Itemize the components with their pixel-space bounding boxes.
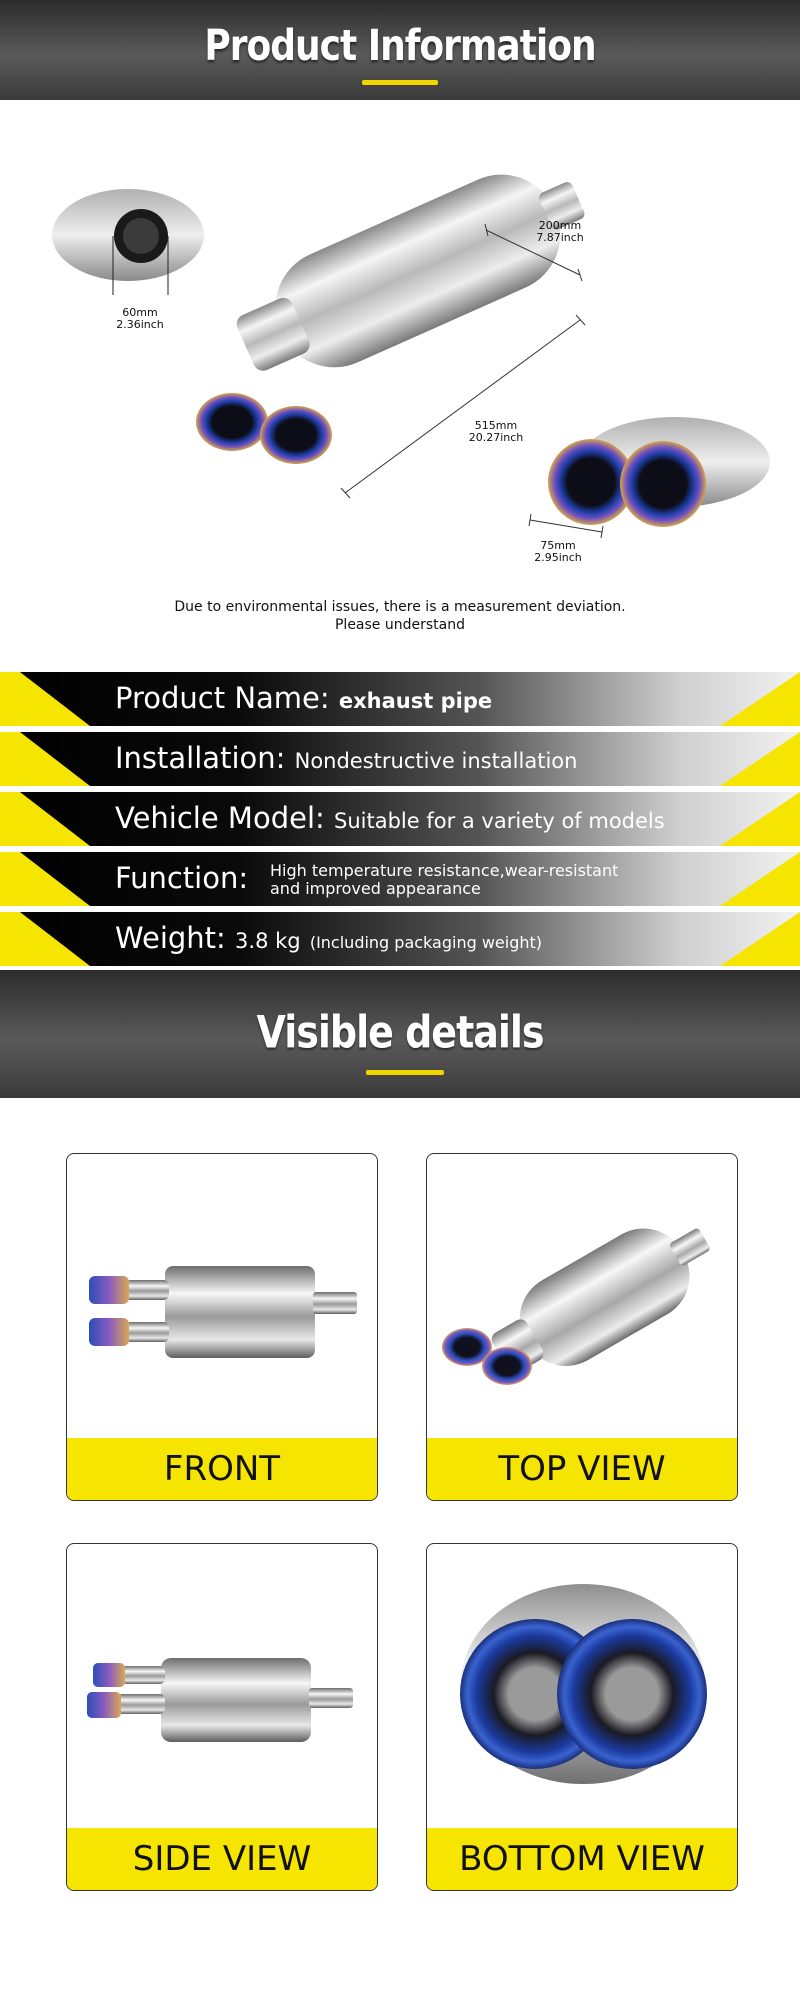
width-inch: 7.87inch [536, 231, 584, 244]
detail-card-side-view [66, 1543, 378, 1891]
yellow-stripe-left [0, 852, 90, 906]
spec-row-vehicle-model [0, 792, 800, 846]
inlet-inch: 2.36inch [116, 318, 164, 331]
yellow-stripe-right [710, 732, 800, 786]
yellow-stripe-right [710, 852, 800, 906]
width-dimension [522, 220, 598, 244]
muffler-body [222, 145, 603, 401]
inlet-dimension [104, 307, 176, 331]
detail-card-bottom-view [426, 1543, 738, 1891]
spec-value: exhaust pipe [338, 689, 493, 713]
spec-value [270, 862, 618, 898]
yellow-stripe-left [0, 672, 90, 726]
side-view-image [67, 1544, 378, 1830]
length-inch: 20.27inch [468, 431, 524, 444]
spec-row-installation [0, 732, 800, 786]
note-line-2: Please understand [334, 617, 465, 633]
outlet-dimension [522, 540, 594, 564]
front-view-image [67, 1154, 378, 1440]
product-diagram [0, 100, 800, 660]
visible-details-title: Visible details [256, 1006, 544, 1058]
measurement-note [0, 598, 800, 634]
yellow-stripe-left [0, 792, 90, 846]
card-caption: FRONT [67, 1438, 377, 1500]
banner-underline [362, 80, 438, 85]
spec-label [115, 681, 492, 715]
spec-label [115, 801, 665, 835]
spec-label-text: Weight: [115, 921, 226, 955]
yellow-stripe-left [0, 912, 90, 966]
spec-value: Nondestructive installation [294, 749, 578, 773]
detail-card-top-view [426, 1153, 738, 1501]
yellow-stripe-right [710, 912, 800, 966]
spec-row-function [0, 852, 800, 906]
card-caption: SIDE VIEW [67, 1828, 377, 1890]
exhaust-diagram-image [0, 100, 800, 660]
top-view-image [427, 1154, 738, 1440]
spec-row-weight [0, 912, 800, 966]
card-caption: TOP VIEW [427, 1438, 737, 1500]
yellow-stripe-right [710, 672, 800, 726]
spec-label-text: Product Name: [115, 681, 330, 715]
product-info-title: Product Information [204, 22, 596, 71]
yellow-stripe-right [710, 792, 800, 846]
spec-label [115, 741, 577, 775]
product-info-banner [0, 0, 800, 100]
tip-left [196, 393, 268, 451]
banner-underline [366, 1070, 444, 1075]
detail-card-front [66, 1153, 378, 1501]
spec-value: 3.8 kg [235, 929, 301, 953]
tip-right [260, 406, 332, 464]
bottom-view-image [427, 1544, 738, 1830]
inlet-mm: 60mm [122, 306, 158, 319]
spec-label-text: Installation: [115, 741, 286, 775]
spec-value-note: (Including packaging weight) [309, 933, 543, 952]
length-dimension [458, 420, 534, 444]
card-caption: BOTTOM VIEW [427, 1828, 737, 1890]
length-mm: 515mm [474, 419, 518, 432]
visible-details-banner [0, 970, 800, 1098]
spec-row-product-name [0, 672, 800, 726]
spec-value-line-1: High temperature resistance,wear-resistant [270, 861, 619, 880]
spec-value: Suitable for a variety of models [334, 809, 665, 833]
spec-label-text: Vehicle Model: [115, 801, 325, 835]
outlet-inch: 2.95inch [534, 551, 582, 564]
note-line-1: Due to environmental issues, there is a measurement deviation. [174, 599, 626, 615]
outlet-mm: 75mm [540, 539, 576, 552]
spec-label: Function: [115, 861, 249, 895]
spec-label [115, 921, 542, 955]
spec-value-line-2: and improved appearance [270, 879, 481, 898]
yellow-stripe-left [0, 732, 90, 786]
width-mm: 200mm [538, 219, 582, 232]
